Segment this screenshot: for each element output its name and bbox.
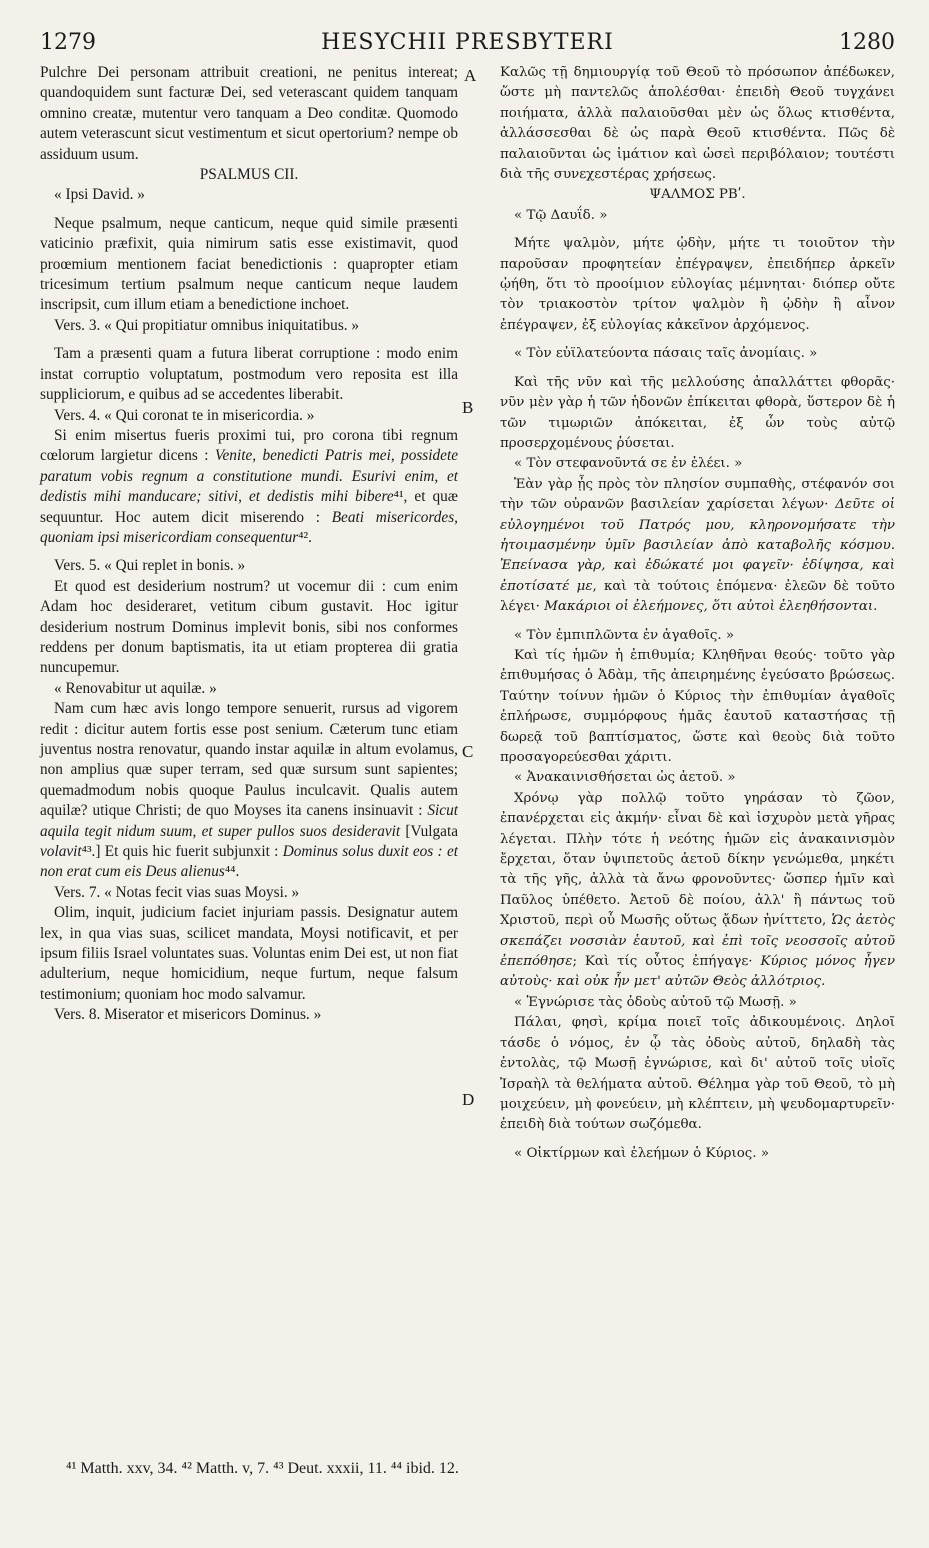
page-header bbox=[40, 30, 895, 64]
greek-text: Χρόνῳ γὰρ πολλῷ τοῦτο γηράσαν τὸ ζῶον, ἐπανέρχεται εἰς ἀκμήν· εἶναι δὲ καὶ ἰσχυρὸν μετὰ γῆρας λέγεται. Πλὴν τότε ἡ νεότης ἡμῶν εἰς ἀνακαινισμὸν ἔρχεται, ὅταν ὑψιπετοῦς ἀετοῦ δίκην γενώμεθα, μηκέτι τὰ τῆς γῆς, ἀλλὰ τὰ ἄνω φρονοῦντες· ὥσπερ ἡμῖν καὶ Παῦλος ὑπέθετο. Ἀετοῦ δὲ ποίου, ἀλλ' ἢ πάντως τοῦ Χριστοῦ, περὶ οὗ Μωσῆς οὕτως ᾄδων ἠνίττετο, bbox=[500, 790, 895, 929]
greek-paragraph: Πάλαι, φησὶ, κρίμα ποιεῖ τοῖς ἀδικουμένοις. Δηλοῖ τάσδε ὁ νόμος, ἐν ᾧ τὰς ὁδοὺς αὐτοῦ, δηλαδὴ τὰς ἐντολὰς, τῷ Μωσῇ ἐγνώρισε, καὶ δι' αὐτοῦ τοῖς υἱοῖς Ἰσραὴλ τὰ θελήματα αὐτοῦ. Θέλημα γὰρ τοῦ Θεοῦ, τὸ μὴ μοιχεύειν, μὴ φονεύειν, μὴ κλέπτειν, μὴ ψευδομαρτυρεῖν· ἐπειδὴ διὰ τούτων σωζόμεθα. bbox=[500, 1015, 895, 1133]
latin-text: Nam cum hæc avis longo tempore senuerit, rursus ad vigorem redit : dicitur autem fortis esse post senium. Cæterum tunc etiam juventus nostra renovatur, quando instar aquilæ in altum evolamus, non amplius quæ super terram, sed quæ sursum sunt sapientes; quemadmodum nobis quoque Paulus inculcavit. Qualis autem aquilæ? utique Christi; de quo Moyses ita canens insinuavit : bbox=[40, 700, 458, 820]
latin-verse-heading: Vers. 7. « Notas fecit vias suas Moysi. » bbox=[54, 883, 300, 901]
greek-text: Ἐὰν γὰρ ᾖς πρὸς τὸν πλησίον συμπαθὴς, στέφανόν σοι τὴν τῶν οὐρανῶν βασιλείαν χαρίσεται λέγων· bbox=[500, 476, 895, 513]
greek-verse-heading: « Τὸν ἐμπιπλῶντα ἐν ἀγαθοῖς. » bbox=[514, 627, 735, 643]
greek-verse-heading: « Ἐγνώρισε τὰς ὁδοὺς αὐτοῦ τῷ Μωσῇ. » bbox=[514, 994, 797, 1010]
latin-text: ⁴¹, et quæ sequuntur. Hoc autem dicit miserendo : bbox=[40, 488, 459, 526]
latin-quote: Beati misericordes, quoniam ipsi misericordiam consequentur bbox=[40, 508, 458, 546]
latin-paragraph: Tam a præsenti quam a futura liberat corruptione : modo enim instat corruptio voluptatum, postmodum vero reposita est illa suppliciorum, e quibus ad se accedentes liberabit. bbox=[40, 345, 458, 404]
latin-quote: Dominus solus duxit eos : et non erat cum eis Deus alienus bbox=[40, 843, 458, 881]
greek-paragraph bbox=[500, 789, 895, 993]
greek-text: ; Καὶ τίς οὗτος ἐπήγαγε· bbox=[572, 954, 761, 970]
page-number-right: 1280 bbox=[839, 30, 895, 55]
latin-inscription: « Ipsi David. » bbox=[54, 186, 145, 204]
greek-quote: Δεῦτε οἱ εὐλογημένοι τοῦ Πατρός μου, κληρονομήσατε τὴν ἡτοιμασμένην ὑμῖν βασιλείαν ἀπὸ καταβολῆς κόσμου. Ἐπείνασα γὰρ, καὶ ἐδώκατέ μοι φαγεῖν· ἐδίψησα, καὶ ἐποτίσατέ με bbox=[500, 497, 895, 594]
latin-paragraph: Et quod est desiderium nostrum? ut vocemur dii : cum enim Adam hoc desideraret, vetitum cibum gustavit. Hoc igitur desiderium nostrum Dominus implevit bonis, sibi nos conformes reddens per donum baptismatis, ita ut etiam propterea dii gratia nuncupemur. bbox=[40, 577, 458, 677]
latin-text: ⁴³.] Et quis hic fuerit subjunxit : bbox=[81, 843, 283, 861]
latin-paragraph bbox=[40, 426, 458, 548]
greek-quote: Ὡς ἀετὸς σκεπάζει νοσσιὰν ἑαυτοῦ, καὶ ἐπὶ τοῖς νεοσσοῖς αὐτοῦ ἐπεπόθησε bbox=[500, 913, 895, 970]
greek-quote: Κύριος μόνος ἦγεν αὐτοὺς· καὶ οὐκ ἦν μετ' αὐτῶν Θεὸς ἀλλότριος. bbox=[500, 954, 895, 990]
latin-text: [Vulgata bbox=[400, 822, 458, 840]
greek-verse-heading: « Τὸν εὐϊλατεύοντα πάσαις ταῖς ἀνομίαις. » bbox=[514, 346, 818, 362]
greek-paragraph bbox=[500, 475, 895, 618]
greek-verse-heading: « Τὸν στεφανοῦντά σε ἐν ἐλέει. » bbox=[514, 456, 743, 472]
margin-letter-a: A bbox=[464, 66, 477, 85]
latin-verse-heading: « Renovabitur ut aquilæ. » bbox=[54, 679, 217, 697]
latin-verse-heading: Vers. 5. « Qui replet in bonis. » bbox=[54, 557, 246, 575]
latin-psalm-title: PSALMUS CII. bbox=[199, 166, 299, 184]
greek-quote: Μακάριοι οἱ ἐλεήμονες, ὅτι αὐτοὶ ἐλεηθήσονται. bbox=[544, 599, 878, 615]
greek-verse-heading: « Οἰκτίρμων καὶ ἐλεήμων ὁ Κύριος. » bbox=[514, 1145, 770, 1161]
latin-verse-heading: Vers. 4. « Qui coronat te in misericordia. » bbox=[54, 406, 315, 424]
latin-paragraph bbox=[40, 699, 458, 883]
greek-column bbox=[500, 63, 895, 1164]
latin-column bbox=[40, 63, 458, 1026]
latin-paragraph: Pulchre Dei personam attribuit creationi, ne penitus intereat; quandoquidem sunt facturæ Dei, sed veterascant quidem tanquam omnino creatæ, mutentur vero tanquam a Deo conditæ. Quomodo autem veterascunt sicut vestimentum et sicut opertorium? nempe ob assiduum usum. bbox=[40, 64, 458, 163]
margin-letter-d: D bbox=[462, 1090, 475, 1109]
latin-text: ⁴². bbox=[298, 528, 312, 546]
greek-text: , καὶ τὰ τούτοις ἑπόμενα· ἐλεῶν δὲ τοῦτο λέγει· bbox=[500, 578, 895, 615]
margin-letter-c: C bbox=[462, 742, 474, 761]
running-title: HESYCHII PRESBYTERI bbox=[321, 30, 614, 55]
latin-text: Si enim misertus fueris proximi tui, pro corona tibi regnum cœlorum largietur dicens : bbox=[40, 426, 458, 465]
greek-paragraph: Μήτε ψαλμὸν, μήτε ᾠδὴν, μήτε τι τοιοῦτον τὴν παροῦσαν προφητείαν ἐπέγραψεν, ἐπειδήπερ ἀρκεῖν ᾠήθη, ὅτι τὸ προοίμιον εὐλογίας μέμνηται· διόπερ οὔτε τὸν τριακοστὸν τρίτον ψαλμὸν ἢ ᾠδὴν ἢ αἶνον ἐπέγραψεν, ἐξ εὐλογίας κἀκεῖνον ἀρχόμενος. bbox=[500, 236, 895, 333]
latin-quote: volavit bbox=[40, 843, 82, 861]
latin-quote: Venite, benedicti Patris mei, possidete paratum vobis regnum a constitutione mundi. Esurivi enim, et dedistis mihi manducare; sitivi, et dedistis mihi bibere bbox=[40, 447, 458, 506]
latin-verse-heading: Vers. 3. « Qui propitiatur omnibus iniquitatibus. » bbox=[54, 316, 360, 334]
greek-paragraph: Καλῶς τῇ δημιουργίᾳ τοῦ Θεοῦ τὸ πρόσωπον ἀπέδωκεν, ὥστε μὴ παντελῶς ἀπολέσθαι· ἐπειδὴ Θεοῦ τυγχάνει ποιήματα, ἀλλὰ παλαιοῦσθαι μὲν ὡς ὅλως κτισθέντα, ἀλλάσσεσθαι δὲ ὡς παρὰ Θεοῦ κτισθέντα. Πῶς δὲ παλαιοῦνται ὡς ἱμάτιον καὶ ὡσεὶ περιβόλαιον; τουτέστι διὰ τῆς συνεχεστέρας χρήσεως. bbox=[500, 65, 895, 183]
page-number-left: 1279 bbox=[40, 30, 96, 55]
greek-paragraph: Καὶ τίς ἡμῶν ἡ ἐπιθυμία; Κληθῆναι θεούς· τοῦτο γὰρ ἐπιθυμήσας ὁ Ἀδὰμ, τῆς ἀπειρημένης ἐγεύσατο βρώσεως. Ταύτην τοίνυν ἡμῶν ὁ Κύριος τὴν ἐπιθυμίαν ἀγαθοῖς ἐπλήρωσε, συμμόρφους ἡμᾶς ἑαυτοῦ καταστήσας τῇ δωρεᾷ τοῦ βαπτίσματος, ὥστε καὶ θεοὺς διὰ τοῦτο προσαγορεύεσθαι χάριτι. bbox=[500, 647, 895, 765]
greek-psalm-title: ΨΑΛΜΟΣ ΡΒʹ. bbox=[649, 187, 746, 203]
latin-verse-heading: Vers. 8. Miserator et misericors Dominus. » bbox=[54, 1006, 322, 1024]
footnotes: ⁴¹ Matth. xxv, 34. ⁴² Matth. v, 7. ⁴³ Deut. xxxii, 11. ⁴⁴ ibid. 12. bbox=[66, 1460, 459, 1477]
greek-verse-heading: « Ἀνακαινισθήσεται ὡς ἀετοῦ. » bbox=[514, 770, 736, 786]
greek-paragraph: Καὶ τῆς νῦν καὶ τῆς μελλούσης ἀπαλλάττει φθορᾶς· νῦν μὲν γὰρ ἡ τῶν ἡδονῶν ἐπίκειται φθορὰ, ὕστερον δὲ ἡ τῶν τιμωριῶν ἀπόκειται, ἐξ ὧν τοὺς αὐτῷ προσερχομένους ῥύσεται. bbox=[500, 374, 895, 451]
latin-quote: Sicut aquila tegit nidum suum, et super pullos suos desideravit bbox=[40, 802, 458, 840]
greek-inscription: « Τῷ Δαυΐδ. » bbox=[514, 207, 608, 223]
latin-paragraph: Olim, inquit, judicium faciet injuriam passis. Designatur autem lex, in qua vias suas, scilicet mandata, Moysi notificavit, et per ipsum filiis Israel voluntates suas. Voluntas enim Dei est, ut non fiat adulterium, neque homicidium, neque furtum, neque falsum testimonium; quoniam hoc modo salvamur. bbox=[40, 904, 458, 1003]
latin-text: ⁴⁴. bbox=[224, 863, 240, 881]
latin-paragraph: Neque psalmum, neque canticum, neque quid simile præsenti vaticinio præfixit, quia nimirum satis esse existimavit, quod proœmium mentionem faciat benedictionis : quapropter etiam tricesimum tertium psalmum neque canticum neque laudem inscripsit, cum illum etiam a benedictione inchoet. bbox=[40, 214, 458, 314]
margin-letter-b: B bbox=[462, 398, 474, 417]
